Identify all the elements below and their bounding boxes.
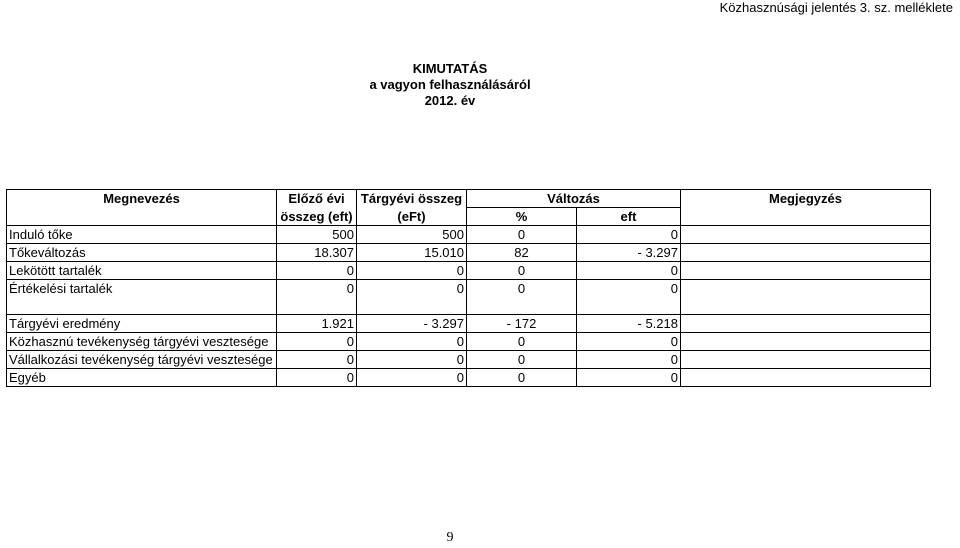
row-curr: 0 <box>357 351 467 369</box>
row-name: Lekötött tartalék <box>7 262 277 280</box>
row-prev: 0 <box>277 262 357 280</box>
row-prev: 0 <box>277 280 357 298</box>
header-valtozas: Változás <box>467 190 681 208</box>
page-number: 9 <box>446 530 454 545</box>
row-pct: 0 <box>467 280 577 298</box>
row-prev: 18.307 <box>277 244 357 262</box>
row-note <box>681 333 931 351</box>
row-note <box>681 351 931 369</box>
header-curr-2: (eFt) <box>357 208 467 226</box>
row-eft: 0 <box>577 333 681 351</box>
header-megjegyzes-cont <box>681 208 931 226</box>
header-prev-2: összeg (eft) <box>277 208 357 226</box>
row-prev: 0 <box>277 369 357 387</box>
title-line-2: a vagyon felhasználásáról <box>369 77 531 92</box>
row-eft: 0 <box>577 226 681 244</box>
header-row-2 <box>7 208 931 226</box>
row-pct: 82 <box>467 244 577 262</box>
row-eft: 0 <box>577 280 681 298</box>
row-prev: 0 <box>277 333 357 351</box>
table-row <box>7 226 931 244</box>
row-name: Közhasznú tevékenység tárgyévi vesztesége <box>7 333 277 351</box>
row-note <box>681 226 931 244</box>
row-name: Tőkeváltozás <box>7 244 277 262</box>
row-note <box>681 315 931 333</box>
row-pct: 0 <box>467 333 577 351</box>
row-note <box>681 280 931 298</box>
appendix-note: Közhasznúsági jelentés 3. sz. melléklete <box>719 0 953 15</box>
spacer-row <box>7 297 931 315</box>
title-line-3: 2012. év <box>424 93 476 108</box>
table-row <box>7 280 931 298</box>
header-curr-1: Tárgyévi összeg <box>357 190 467 208</box>
report-title <box>0 61 900 109</box>
row-eft: 0 <box>577 262 681 280</box>
row-name: Vállalkozási tevékenység tárgyévi vesztesége <box>7 351 277 369</box>
header-megnevezes: Megnevezés <box>7 190 277 208</box>
header-megnevezes-cont <box>7 208 277 226</box>
row-curr: 0 <box>357 333 467 351</box>
row-curr: 0 <box>357 262 467 280</box>
row-curr: - 3.297 <box>357 315 467 333</box>
row-name: Egyéb <box>7 369 277 387</box>
header-eft: eft <box>577 208 681 226</box>
row-eft: - 5.218 <box>577 315 681 333</box>
row-prev: 500 <box>277 226 357 244</box>
table-row <box>7 333 931 351</box>
row-eft: 0 <box>577 369 681 387</box>
row-pct: 0 <box>467 226 577 244</box>
row-name: Tárgyévi eredmény <box>7 315 277 333</box>
row-pct: 0 <box>467 262 577 280</box>
row-note <box>681 262 931 280</box>
row-curr: 500 <box>357 226 467 244</box>
header-pct: % <box>467 208 577 226</box>
row-name: Értékelési tartalék <box>7 280 277 298</box>
row-pct: 0 <box>467 369 577 387</box>
row-prev: 0 <box>277 351 357 369</box>
row-curr: 15.010 <box>357 244 467 262</box>
row-pct: 0 <box>467 351 577 369</box>
table-row <box>7 244 931 262</box>
row-note <box>681 244 931 262</box>
title-line-1: KIMUTATÁS <box>412 61 488 76</box>
table-row <box>7 262 931 280</box>
row-curr: 0 <box>357 369 467 387</box>
table-row <box>7 351 931 369</box>
table-row <box>7 315 931 333</box>
row-eft: - 3.297 <box>577 244 681 262</box>
header-row-1 <box>7 190 931 208</box>
row-pct: - 172 <box>467 315 577 333</box>
table-row <box>7 369 931 387</box>
row-prev: 1.921 <box>277 315 357 333</box>
header-prev-1: Előző évi <box>277 190 357 208</box>
header-megjegyzes: Megjegyzés <box>681 190 931 208</box>
row-eft: 0 <box>577 351 681 369</box>
row-note <box>681 369 931 387</box>
row-curr: 0 <box>357 280 467 298</box>
row-name: Induló tőke <box>7 226 277 244</box>
asset-usage-table <box>6 189 931 387</box>
